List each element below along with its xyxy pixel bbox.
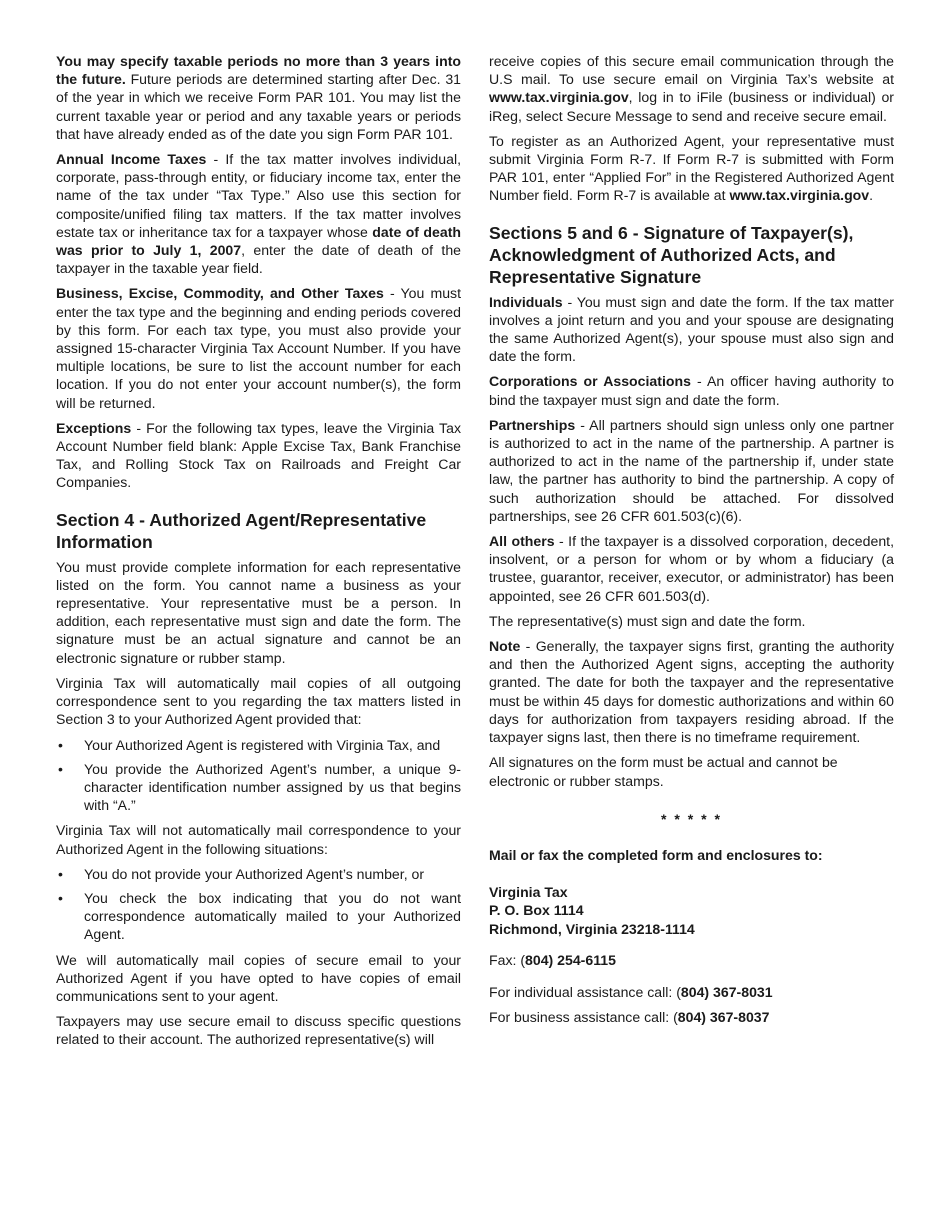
note-text: - Generally, the taxpayer signs first, granting the authority and then the Authorized Agent signs, accepting the authority granted. The date for both the taxpayer and the representative must be within 45 days for domestic authorizations and within 60 days for authorization from taxpayers residing abroad. If the taxpayer signs last, then there is no timeframe requirement. [489, 638, 894, 746]
list-item: • You check the box indicating that you do not want correspondence automatically mailed to your Authorized Agent. [56, 889, 461, 944]
all-others-paragraph [489, 532, 894, 605]
annual-income-taxes-text: - If the tax matter involves individual, corporate, pass-through entity, or fiduciary income tax, enter the name of the tax under “Tax Type.” Also use this section for composite/unified filing tax matters. If the tax matter involves estate tax or inheritance tax for a taxpayer whose [56, 151, 461, 240]
address-line: Richmond, Virginia 23218-1114 [489, 920, 695, 937]
list-item: • You provide the Authorized Agent’s number, a unique 9-character identification number assigned by us that begins with “A.” [56, 760, 461, 815]
note-heading: Note [489, 638, 521, 655]
secure-email-text: receive copies of this secure email communication through the U.S mail. To use secure email on Virginia Tax’s website at [489, 53, 894, 88]
auto-mail-paragraph: Virginia Tax will automatically mail copies of all outgoing correspondence sent to you regarding the tax matters listed in Section 3 to your Authorized Agent provided that: [56, 674, 461, 728]
website-link[interactable]: www.tax.virginia.gov [729, 187, 870, 204]
address-line: P. O. Box 1114 [489, 902, 584, 919]
fax-label: Fax: ( [489, 951, 526, 968]
all-others-text: - If the taxpayer is a dissolved corporation, decedent, insolvent, or a person for whom or by whom a fiduciary (a trustee, guarantor, receiver, executor, or administrator) has been appointed, see 26 CFR 601.503(d). [489, 533, 894, 604]
website-link[interactable]: www.tax.virginia.gov [489, 89, 629, 106]
annual-income-taxes-heading: Annual Income Taxes [56, 151, 207, 168]
partnerships-heading: Partnerships [489, 416, 576, 433]
date-of-death-emphasis: date of death was prior to July 1, 2007 [56, 223, 461, 259]
register-agent-text: To register as an Authorized Agent, your representative must submit Virginia Form R-7. If Form R-7 is submitted with Form PAR 101, enter “Applied For” in the Registered Authorized Agent Number field. Form R-7 is available at [489, 132, 894, 204]
business-assistance-number: 804) 367-8037 [677, 1009, 770, 1026]
separator-stars: * * * * * [660, 810, 723, 827]
business-assistance-label: For business assistance call: ( [489, 1009, 678, 1026]
business-taxes-paragraph [56, 284, 461, 411]
complete-info-paragraph: You must provide complete information for each representative listed on the form. You cannot name a business as your representative. Your representative must be a person. In addition, each representative must sign and date the form. The signature must be an actual signature and cannot be an electronic signature or rubber stamp. [56, 558, 461, 666]
individual-assistance-line [489, 983, 894, 1001]
business-taxes-text: - You must enter the tax type and the beginning and ending periods covered by this form. For each tax type, you must also provide your assigned 15-character Virginia Tax Account Number. If you have multiple locations, be sure to list the account number for each location. If you do not enter your account number(s), the form will be returned. [56, 285, 461, 411]
sections-5-6-heading: Sections 5 and 6 - Signature of Taxpayer(s), Acknowledgment of Authorized Acts, and Representative Signature [489, 222, 854, 287]
corporations-text: - An officer having authority to bind the taxpayer must sign and date the form. [489, 373, 894, 408]
individuals-paragraph [489, 293, 894, 366]
all-others-heading: All others [489, 533, 555, 550]
secure-email-continued-paragraph [489, 52, 894, 125]
mail-heading: Mail or fax the completed form and enclosures to: [489, 846, 823, 863]
left-column [56, 52, 461, 1056]
register-agent-paragraph [489, 132, 894, 205]
signatures-paragraph: All signatures on the form must be actual and cannot be electronic or rubber stamps. [489, 754, 838, 789]
exceptions-heading: Exceptions [56, 419, 132, 436]
annual-income-taxes-text-end: , enter the date of death of the taxpayer in the taxable year field. [56, 242, 461, 277]
secure-email-questions-paragraph: Taxpayers may use secure email to discuss specific questions related to their account. The authorized representative(s) will [56, 1013, 461, 1048]
address-line: Virginia Tax [489, 884, 568, 901]
no-auto-mail-conditions-list [56, 865, 461, 944]
list-item: • You do not provide your Authorized Agent’s number, or [56, 865, 461, 883]
mailing-address [489, 883, 894, 938]
future-periods-heading: You may specify taxable periods no more than 3 years into the future. [56, 53, 461, 88]
partnerships-paragraph [489, 416, 894, 525]
note-paragraph [489, 637, 894, 746]
individuals-heading: Individuals [489, 293, 563, 310]
corporations-heading: Corporations or Associations [489, 373, 691, 390]
individual-assistance-label: For individual assistance call: ( [489, 983, 681, 1000]
individual-assistance-number: 804) 367-8031 [680, 983, 773, 1000]
fax-line [489, 951, 894, 969]
partnerships-text: - All partners should sign unless only one partner is authorized to act in the name of the partnership. A partner is authorized to act in the name of the partnership if, under state law, the partner has authority to bind the partnership. A copy of such authorization should be attached. For dissolved partnerships, see 26 CFR 601.503(c)(6). [489, 416, 894, 524]
register-agent-text-end: . [869, 187, 874, 204]
auto-mail-conditions-list [56, 736, 461, 815]
corporations-paragraph [489, 372, 894, 408]
representative-sign-paragraph: The representative(s) must sign and date the form. [489, 612, 806, 629]
no-auto-mail-paragraph: Virginia Tax will not automatically mail correspondence to your Authorized Agent in the following situations: [56, 822, 461, 857]
secure-email-copies-paragraph: We will automatically mail copies of secure email to your Authorized Agent if you have opted to have copies of email communications sent to your agent. [56, 951, 461, 1004]
individuals-text: - You must sign and date the form. If the tax matter involves a joint return and you and your spouse are designating the same Authorized Agent(s), your spouse must also sign and date the form. [489, 293, 894, 365]
exceptions-text: - For the following tax types, leave the Virginia Tax Account Number field blank: Apple Excise Tax, Bank Franchise Tax, and Rolling Stock Tax on Railroads and Freight Car Companies. [56, 419, 461, 491]
business-taxes-heading: Business, Excise, Commodity, and Other Taxes [56, 285, 384, 302]
section-4-heading: Section 4 - Authorized Agent/Representative Information [56, 509, 427, 552]
future-periods-text: Future periods are determined starting after Dec. 31 of the year in which we receive Form PAR 101. You may list the current taxable year or period and any taxable years or periods that have already ended as of the date you sign Form PAR 101. [56, 71, 461, 142]
annual-income-taxes-paragraph [56, 150, 461, 277]
future-periods-paragraph [56, 52, 461, 143]
secure-email-text-end: , log in to iFile (business or individual) or iReg, select Secure Message to send and receive secure email. [489, 89, 894, 124]
fax-number: 804) 254-6115 [525, 951, 616, 968]
list-item: • Your Authorized Agent is registered with Virginia Tax, and [56, 736, 461, 754]
exceptions-paragraph [56, 419, 461, 492]
business-assistance-line [489, 1008, 894, 1026]
right-column [489, 52, 894, 1033]
